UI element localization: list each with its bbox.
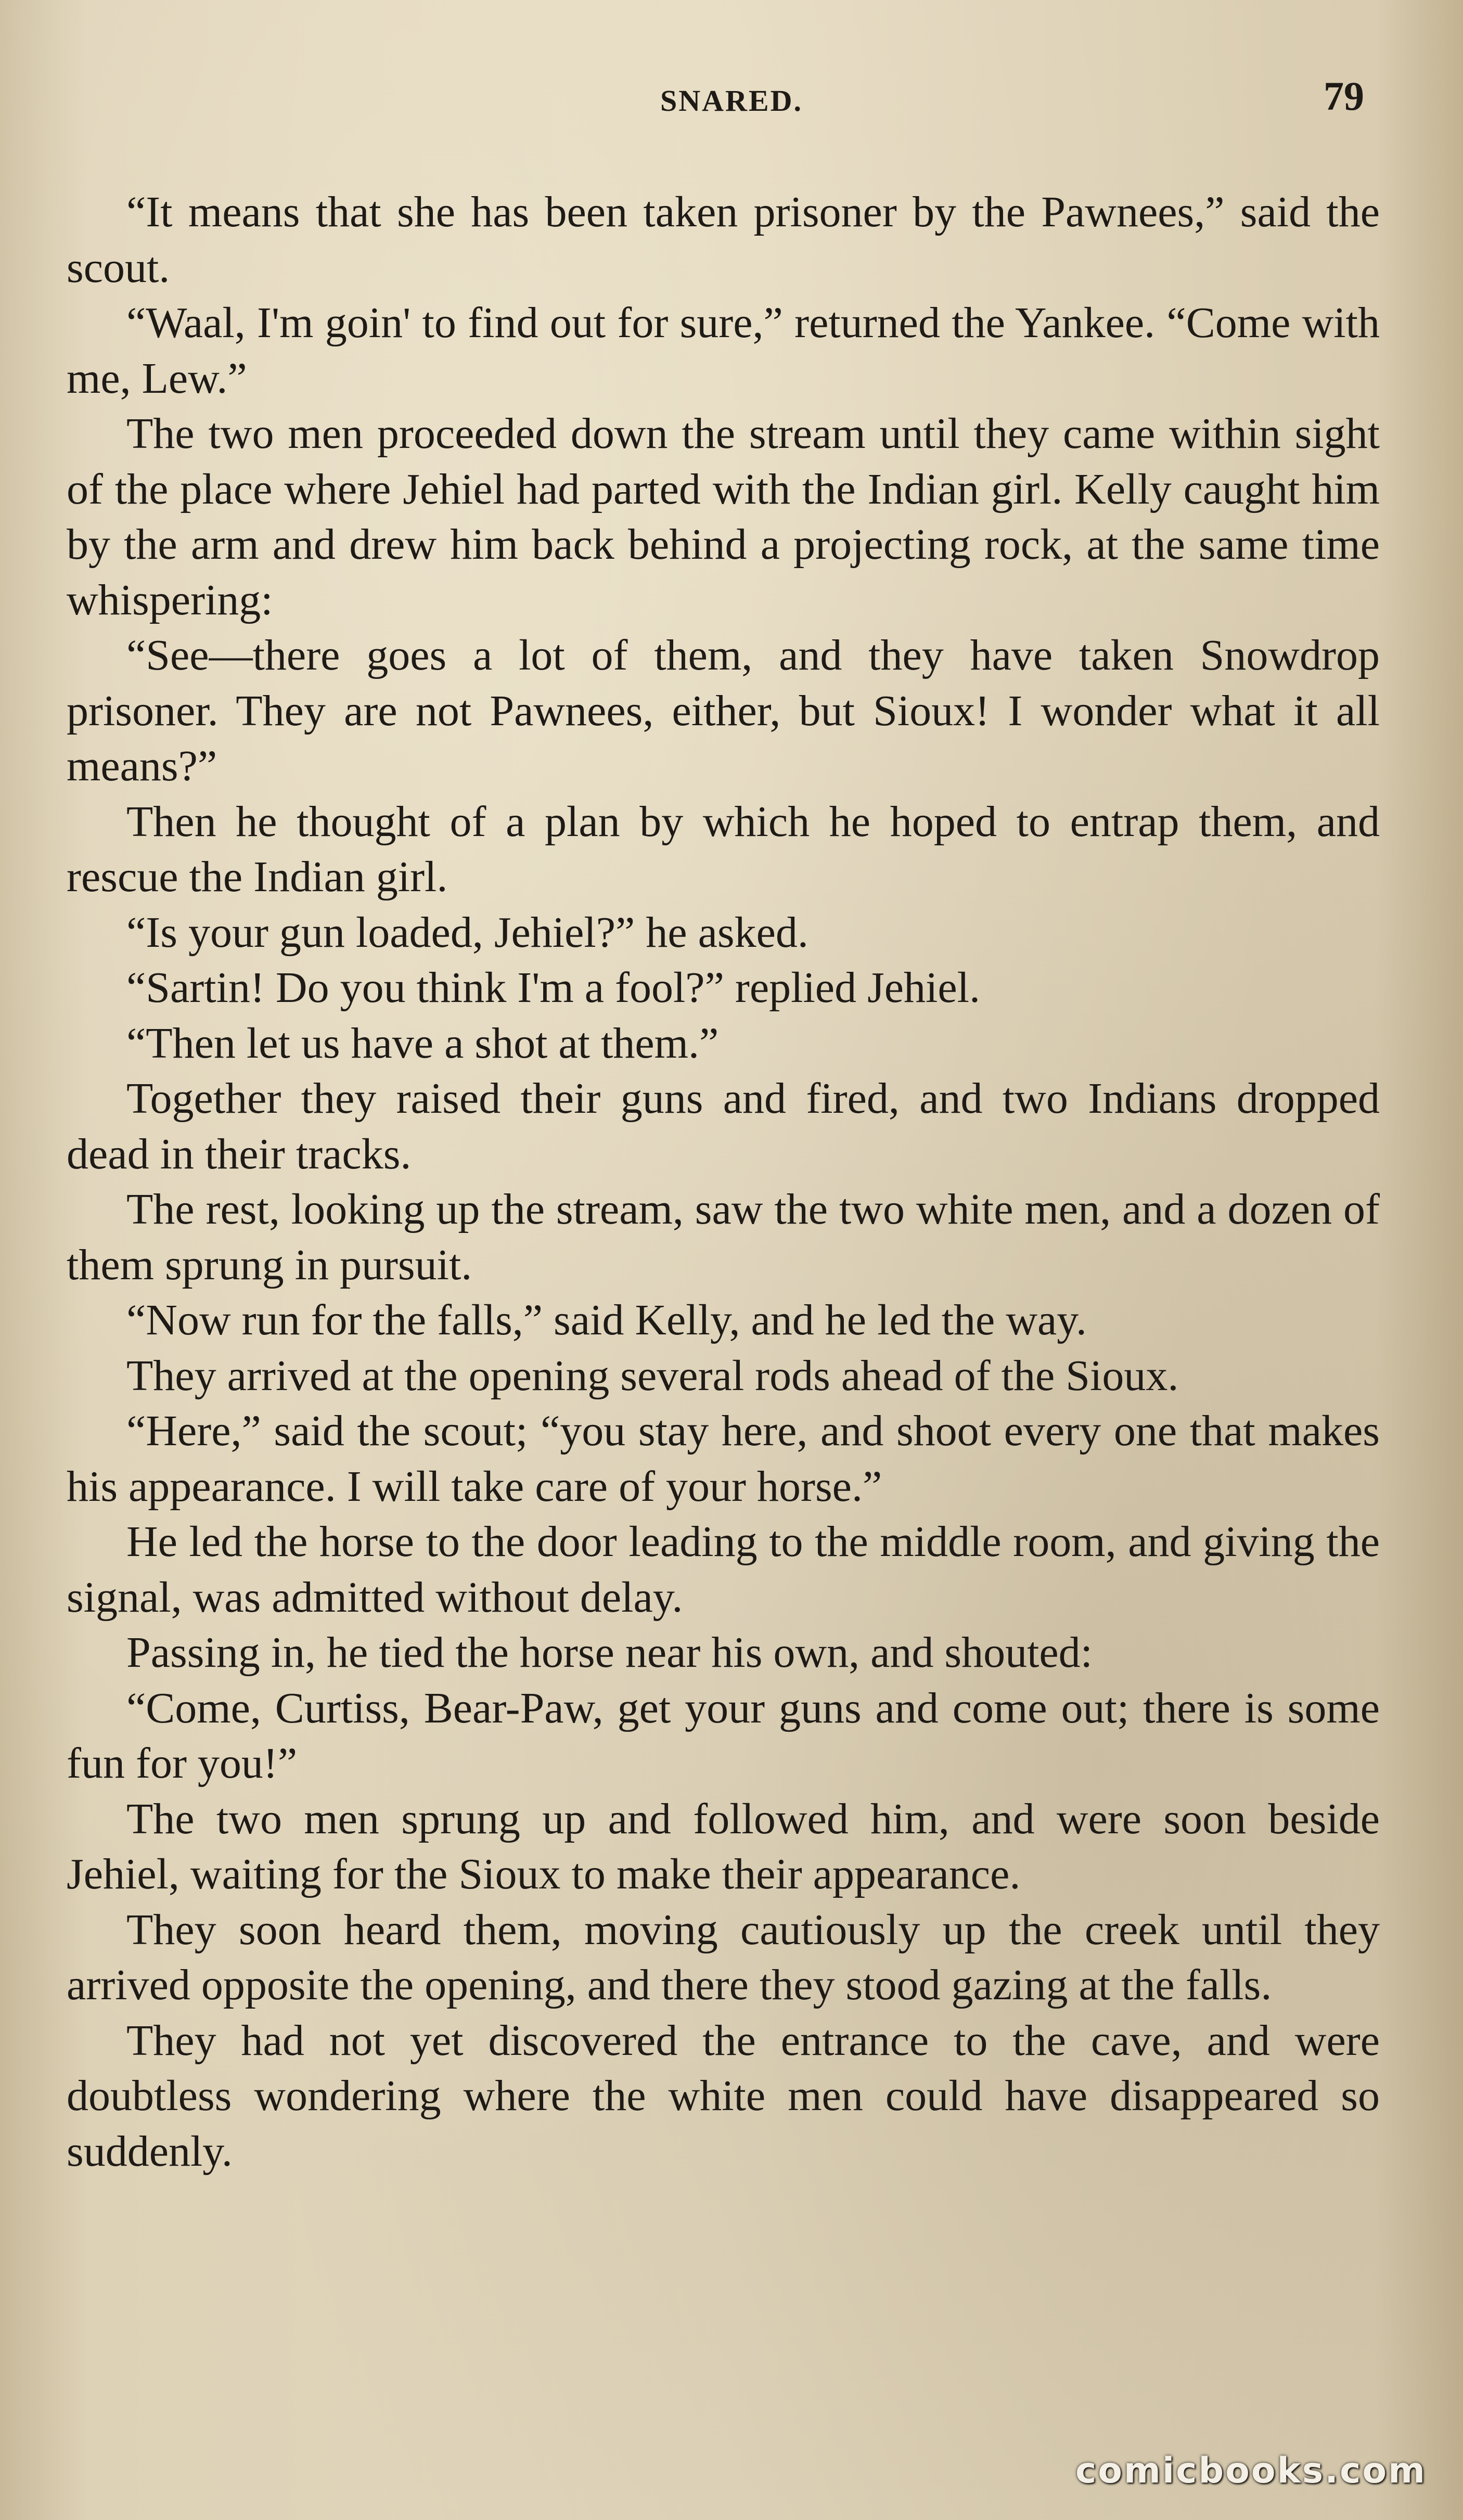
paragraph: “See—there goes a lot of them, and they have taken Snowdrop prisoner. They are not Pawnees, either, but Sioux! I wonder what it all means?” bbox=[67, 631, 1380, 790]
paragraph: He led the horse to the door leading to the middle room, and giving the signal, was admitted without delay. bbox=[67, 1518, 1380, 1622]
paragraph: Then he thought of a plan by which he hoped to entrap them, and rescue the Indian girl. bbox=[67, 797, 1380, 901]
paragraph: Passing in, he tied the horse near his own, and shouted: bbox=[126, 1628, 1093, 1677]
paragraph: “Is your gun loaded, Jehiel?” he asked. bbox=[126, 908, 808, 957]
paragraph: “It means that she has been taken prisoner by the Pawnees,” said the scout. bbox=[67, 188, 1380, 292]
paragraph: They had not yet discovered the entrance to the cave, and were doubtless wondering where the white men could have disappeared so suddenly. bbox=[67, 2016, 1380, 2176]
paragraph: They soon heard them, moving cautiously up the creek until they arrived opposite the opening, and there they stood gazing at the falls. bbox=[67, 1905, 1380, 2009]
watermark-text: comicbooks.com bbox=[1075, 2450, 1427, 2491]
paragraph: They arrived at the opening several rods ahead of the Sioux. bbox=[126, 1351, 1179, 1400]
paragraph: “Come, Curtiss, Bear-Paw, get your guns and come out; there is some fun for you!” bbox=[67, 1683, 1380, 1788]
running-title: SNARED. bbox=[660, 84, 803, 118]
body-text bbox=[67, 185, 1380, 2179]
paragraph: The two men sprung up and followed him, and were soon beside Jehiel, waiting for the Sioux to make their appearance. bbox=[67, 1794, 1380, 1898]
paragraph: “Here,” said the scout; “you stay here, and shoot every one that makes his appearance. I will take care of your horse.” bbox=[67, 1407, 1380, 1511]
paragraph: “Then let us have a shot at them.” bbox=[126, 1019, 719, 1068]
paragraph: “Waal, I'm goin' to find out for sure,” returned the Yankee. “Come with me, Lew.” bbox=[67, 299, 1380, 403]
paragraph: Together they raised their guns and fired, and two Indians dropped dead in their tracks. bbox=[67, 1074, 1380, 1178]
paragraph: “Now run for the falls,” said Kelly, and he led the way. bbox=[126, 1296, 1087, 1344]
paragraph: The rest, looking up the stream, saw the two white men, and a dozen of them sprung in pursuit. bbox=[67, 1185, 1380, 1289]
paragraph: The two men proceeded down the stream until they came within sight of the place where Jehiel had parted with the Indian girl. Kelly caught him by the arm and drew him back behind a projecting rock, at the same time whispering: bbox=[67, 409, 1380, 624]
page-number: 79 bbox=[1324, 73, 1364, 119]
paragraph: “Sartin! Do you think I'm a fool?” replied Jehiel. bbox=[126, 963, 980, 1012]
